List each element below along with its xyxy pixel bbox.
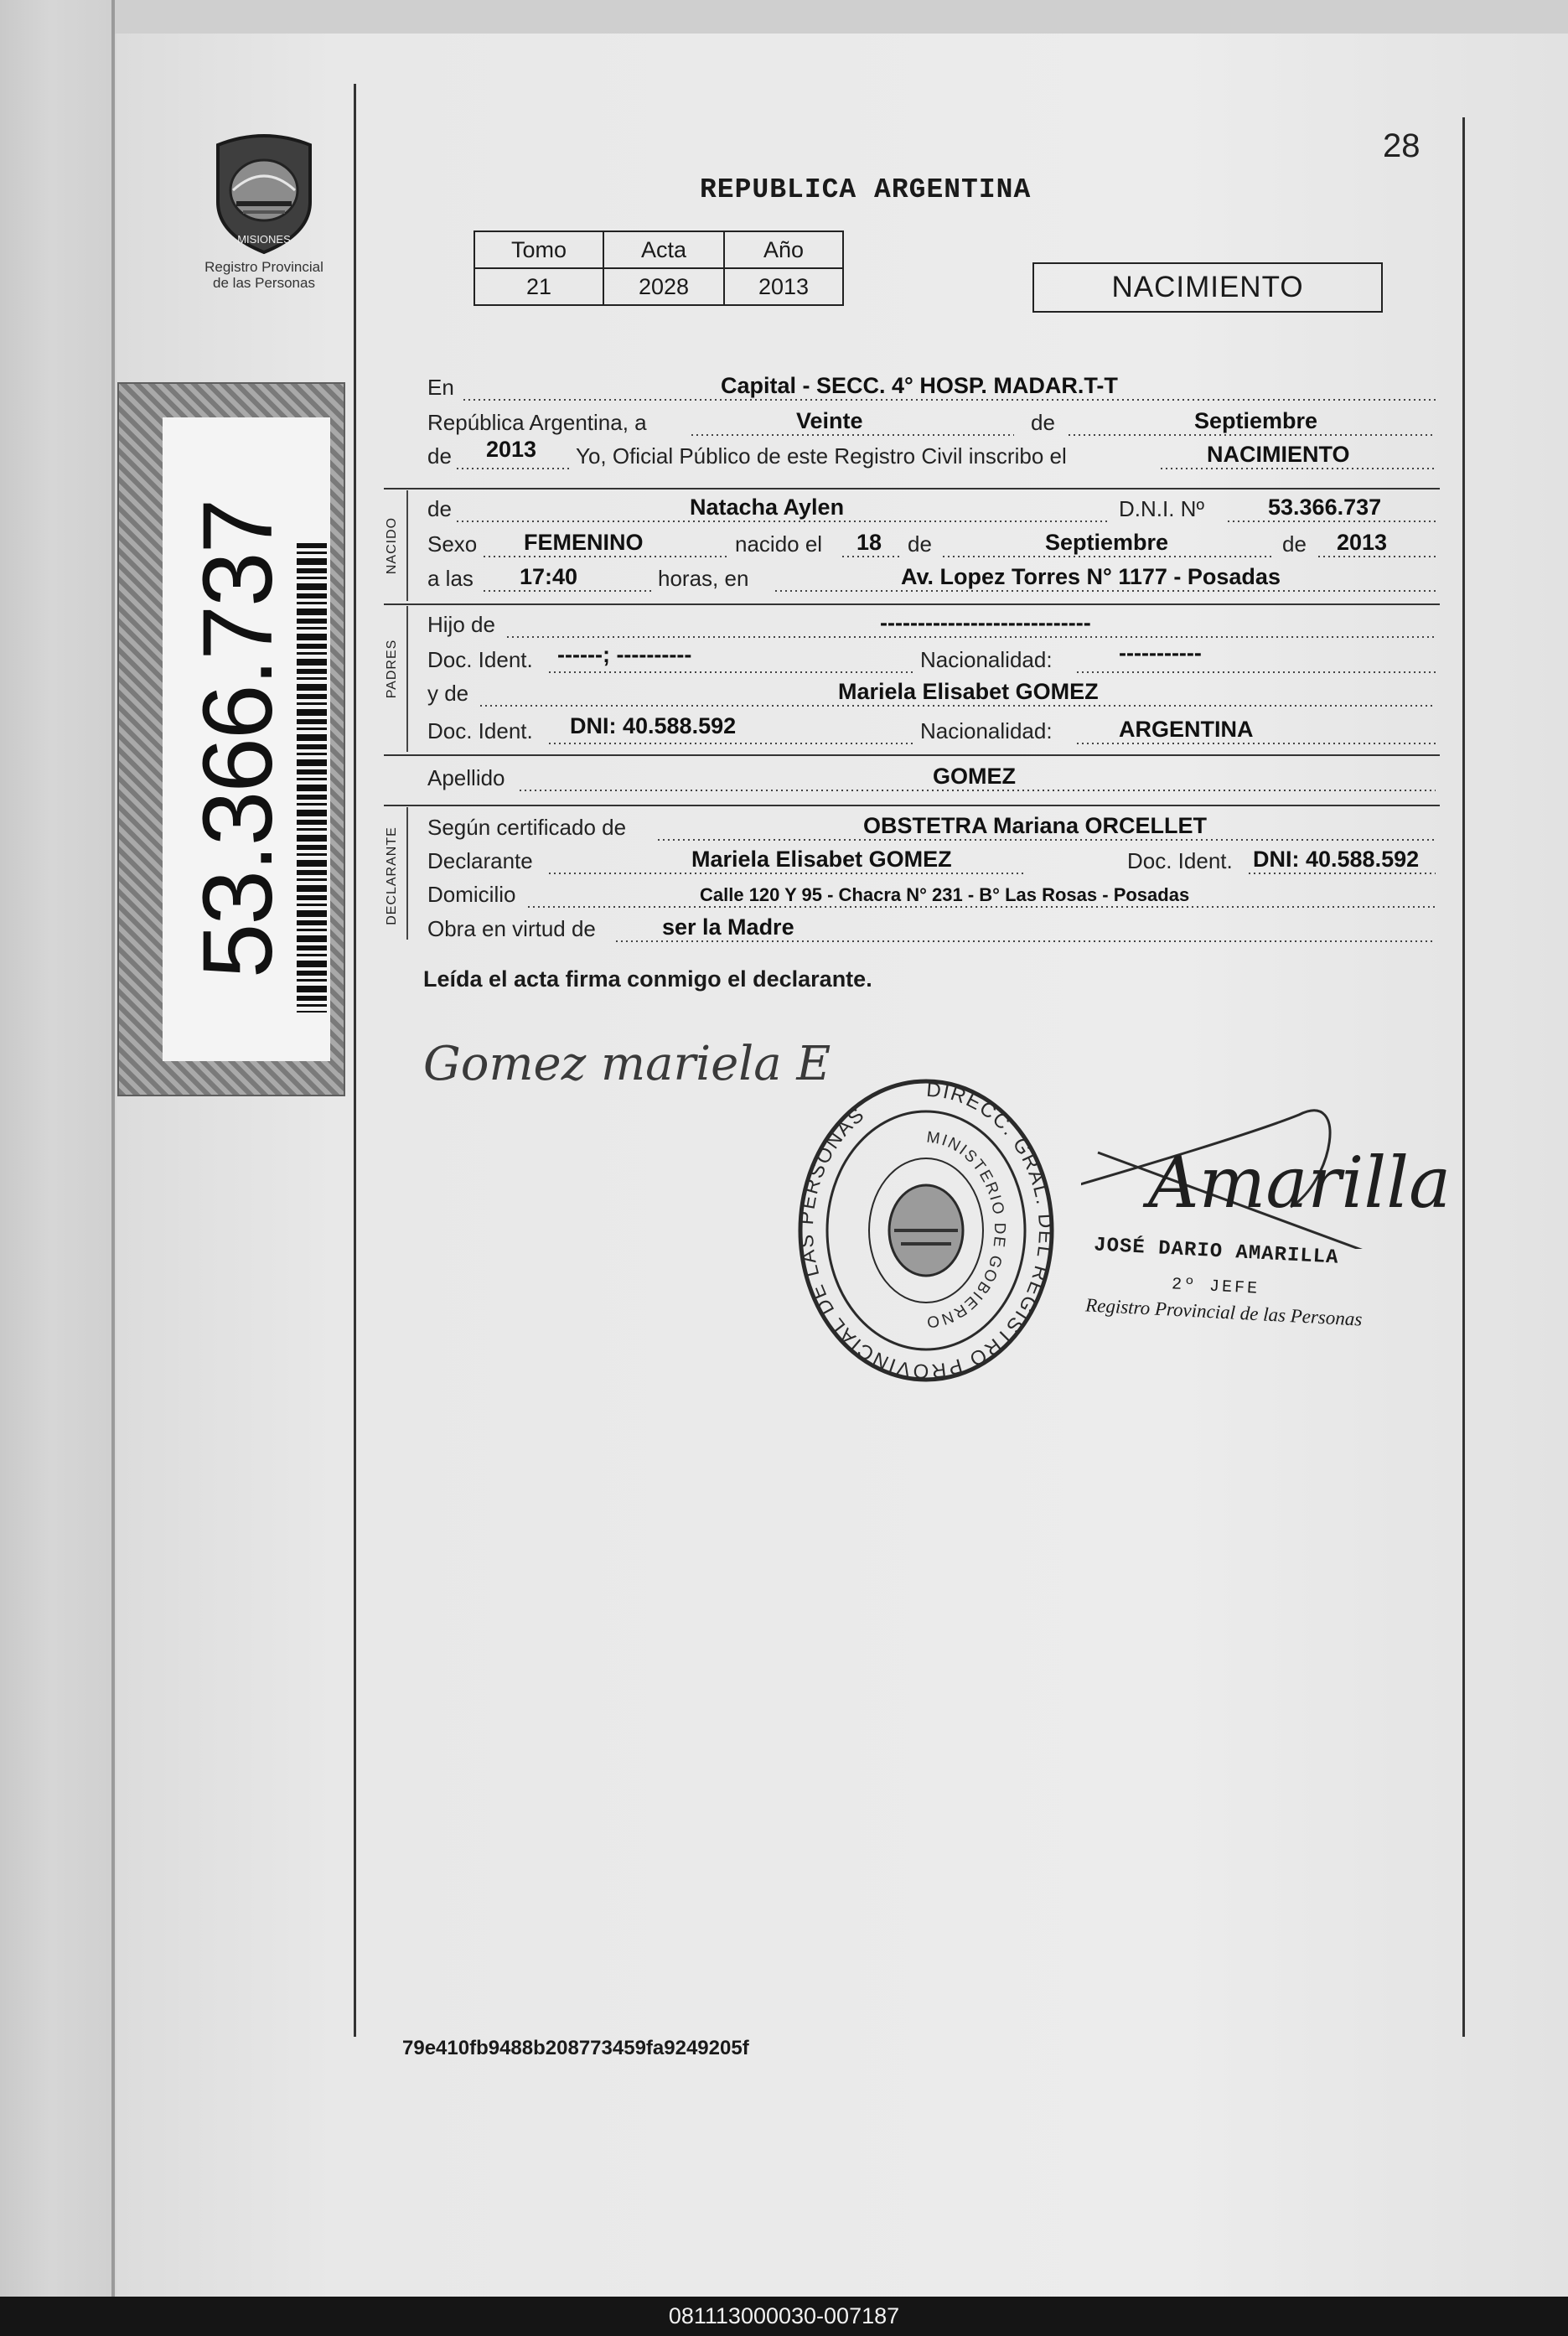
obra-label: Obra en virtud de: [427, 916, 596, 941]
frame-left-line: [354, 84, 356, 2037]
declarante-doc-value: DNI: 40.588.592: [1253, 847, 1420, 872]
official-stamp: [784, 1063, 1069, 1411]
declarante-label: Declarante: [427, 848, 533, 873]
doc1-label: Doc. Ident.: [427, 647, 533, 672]
official-signature-graphic: [1081, 1081, 1458, 1249]
row-oficial: [423, 438, 1437, 473]
dotted-line: [484, 556, 727, 557]
dotted-line: [457, 468, 570, 469]
dotted-line: [775, 590, 1436, 592]
row-doc-father: [423, 641, 1437, 676]
dotted-line: [691, 434, 1014, 436]
act-type-box: NACIMIENTO: [1032, 262, 1383, 313]
logo-caption: [189, 259, 339, 291]
row-sexo: [423, 526, 1437, 561]
official-department: Registro Provincial de las Personas: [1084, 1294, 1363, 1330]
section-divider-padres: [384, 603, 1440, 605]
emblem-text: MISIONES: [237, 233, 291, 246]
dotted-line: [528, 906, 1436, 908]
page-top-edge: [113, 0, 1568, 34]
declarante-value: Mariela Elisabet GOMEZ: [691, 847, 952, 872]
declarant-signature-text: Gomez mariela E: [423, 1037, 831, 1091]
official-signature-text: Amarilla: [1148, 1142, 1452, 1224]
row-en: [423, 369, 1437, 404]
birth-month: Septiembre: [1045, 530, 1169, 555]
republica-label: República Argentina, a: [427, 410, 647, 435]
month-value: Septiembre: [1194, 408, 1318, 433]
padres-bracket: [406, 606, 408, 752]
registry-logo: [189, 130, 339, 291]
dotted-line: [658, 839, 1436, 841]
stamp-inner-text: MINISTERIO DE GOBIERNO: [924, 1128, 1008, 1331]
frame-right-line: [1462, 117, 1465, 2037]
dotted-line: [1249, 873, 1436, 874]
official-name: JOSÉ DARIO AMARILLA: [1093, 1234, 1340, 1270]
register-table: [474, 230, 844, 306]
declarante-doc-label: Doc. Ident.: [1127, 848, 1233, 873]
y-de-label: y de: [427, 681, 469, 706]
row-mother: [423, 675, 1437, 710]
dotted-line: [507, 636, 1436, 638]
de5-label: de: [1282, 531, 1307, 557]
stamp-seal-icon: [784, 1063, 1069, 1406]
dotted-line: [480, 705, 1436, 707]
mother-value: Mariela Elisabet GOMEZ: [838, 679, 1099, 704]
row-declarante: [423, 842, 1437, 878]
row-hijo: [423, 606, 1437, 641]
doc1-value: ------; ----------: [557, 642, 692, 667]
en-label: En: [427, 375, 454, 400]
cert-value: OBSTETRA Mariana ORCELLET: [863, 813, 1208, 838]
header-anio: Año: [724, 231, 843, 268]
official-title: 2º JEFE: [1171, 1275, 1260, 1299]
year-value: 2013: [486, 437, 537, 462]
oficial-text: Yo, Oficial Público de este Registro Civil inscribo el: [576, 443, 1067, 469]
inscription-value: NACIMIENTO: [1207, 442, 1350, 467]
section-divider-nacido: [384, 488, 1440, 489]
en-value: Capital - SECC. 4° HOSP. MADAR.T-T: [721, 373, 1118, 398]
row-republica: [423, 404, 1437, 439]
de-label: de: [1031, 410, 1055, 435]
nacido-bracket: [406, 490, 408, 601]
dotted-line: [1228, 521, 1436, 522]
row-doc-mother: [423, 712, 1437, 748]
id-sticker: [117, 382, 345, 1096]
value-acta: 2028: [603, 268, 724, 305]
name-value: Natacha Aylen: [690, 495, 845, 520]
section-divider-apellido: [384, 754, 1440, 756]
cert-label: Según certificado de: [427, 815, 627, 840]
time-value: 17:40: [520, 564, 578, 589]
dotted-line: [463, 399, 1436, 401]
hijo-value: ----------------------------: [880, 610, 1091, 635]
footer-id: 081113000030-007187: [668, 2303, 900, 2328]
place-value: Av. Lopez Torres N° 1177 - Posadas: [901, 564, 1281, 589]
dotted-line: [1077, 671, 1436, 673]
dotted-line: [484, 590, 651, 592]
header-acta: Acta: [603, 231, 724, 268]
logo-caption-line1: Registro Provincial: [204, 259, 323, 275]
nac2-label: Nacionalidad:: [920, 718, 1053, 743]
row-apellido: [423, 759, 1437, 795]
domicilio-label: Domicilio: [427, 882, 516, 907]
section-divider-declarante: [384, 805, 1440, 806]
de4-label: de: [908, 531, 932, 557]
dotted-line: [549, 743, 913, 744]
id-sticker-white: [163, 417, 330, 1061]
doc2-label: Doc. Ident.: [427, 718, 533, 743]
dotted-line: [549, 873, 1027, 874]
day-value: Veinte: [796, 408, 863, 433]
section-label-padres: PADRES: [385, 639, 399, 699]
dni-label: D.N.I. Nº: [1119, 496, 1204, 521]
dotted-line: [943, 556, 1274, 557]
logo-caption-line2: de las Personas: [213, 275, 315, 291]
birth-year: 2013: [1337, 530, 1388, 555]
dotted-line: [1161, 468, 1436, 469]
de3-label: de: [427, 496, 452, 521]
nac1-label: Nacionalidad:: [920, 647, 1053, 672]
footer-bar: [0, 2297, 1568, 2336]
hijo-label: Hijo de: [427, 612, 495, 637]
sexo-value: FEMENINO: [524, 530, 644, 555]
row-certificado: [423, 809, 1437, 844]
dotted-line: [457, 521, 1110, 522]
sexo-label: Sexo: [427, 531, 478, 557]
value-tomo: 21: [474, 268, 603, 305]
nac1-value: -----------: [1119, 640, 1202, 666]
dotted-line: [1069, 434, 1436, 436]
section-label-nacido: NACIDO: [385, 516, 399, 575]
closing-statement: Leída el acta firma conmigo el declarante.: [423, 966, 872, 992]
row-time-place: [423, 560, 1437, 595]
row-obra: [423, 910, 1437, 945]
a-las-label: a las: [427, 566, 474, 591]
apellido-value: GOMEZ: [933, 764, 1016, 789]
barcode-icon: [297, 543, 327, 1013]
obra-value: ser la Madre: [662, 914, 794, 940]
apellido-label: Apellido: [427, 765, 505, 790]
nac2-value: ARGENTINA: [1119, 717, 1254, 742]
dotted-line: [1077, 743, 1436, 744]
row-name: [423, 490, 1437, 526]
header-tomo: Tomo: [474, 231, 603, 268]
horas-label: horas, en: [658, 566, 749, 591]
value-anio: 2013: [724, 268, 843, 305]
dotted-line: [1318, 556, 1436, 557]
de2-label: de: [427, 443, 452, 469]
doc2-value: DNI: 40.588.592: [570, 713, 737, 738]
id-sticker-number: 53.366.737: [183, 500, 293, 979]
stamp-ring-text: DIRECC. GRAL. DEL REGISTRO PROVINCIAL DE LAS PERSONAS: [794, 1078, 1058, 1383]
nacido-label: nacido el: [735, 531, 823, 557]
page-number: 28: [1383, 127, 1421, 164]
misiones-emblem-icon: [210, 130, 318, 256]
declarante-bracket: [406, 807, 408, 940]
official-signature: [1081, 1081, 1458, 1253]
section-label-declarante: DECLARANTE: [385, 826, 399, 925]
document-hash: 79e410fb9488b208773459fa9249205f: [402, 2037, 749, 2059]
domicilio-value: Calle 120 Y 95 - Chacra N° 231 - B° Las Rosas - Posadas: [700, 884, 1190, 905]
dni-value: 53.366.737: [1268, 495, 1382, 520]
dotted-line: [616, 940, 1436, 942]
dotted-line: [842, 556, 901, 557]
book-spine: [111, 0, 115, 2297]
row-domicilio: [423, 876, 1437, 911]
dotted-line: [549, 671, 913, 673]
birth-day: 18: [856, 530, 882, 555]
dotted-line: [520, 790, 1436, 791]
document-title: REPUBLICA ARGENTINA: [700, 174, 1032, 205]
